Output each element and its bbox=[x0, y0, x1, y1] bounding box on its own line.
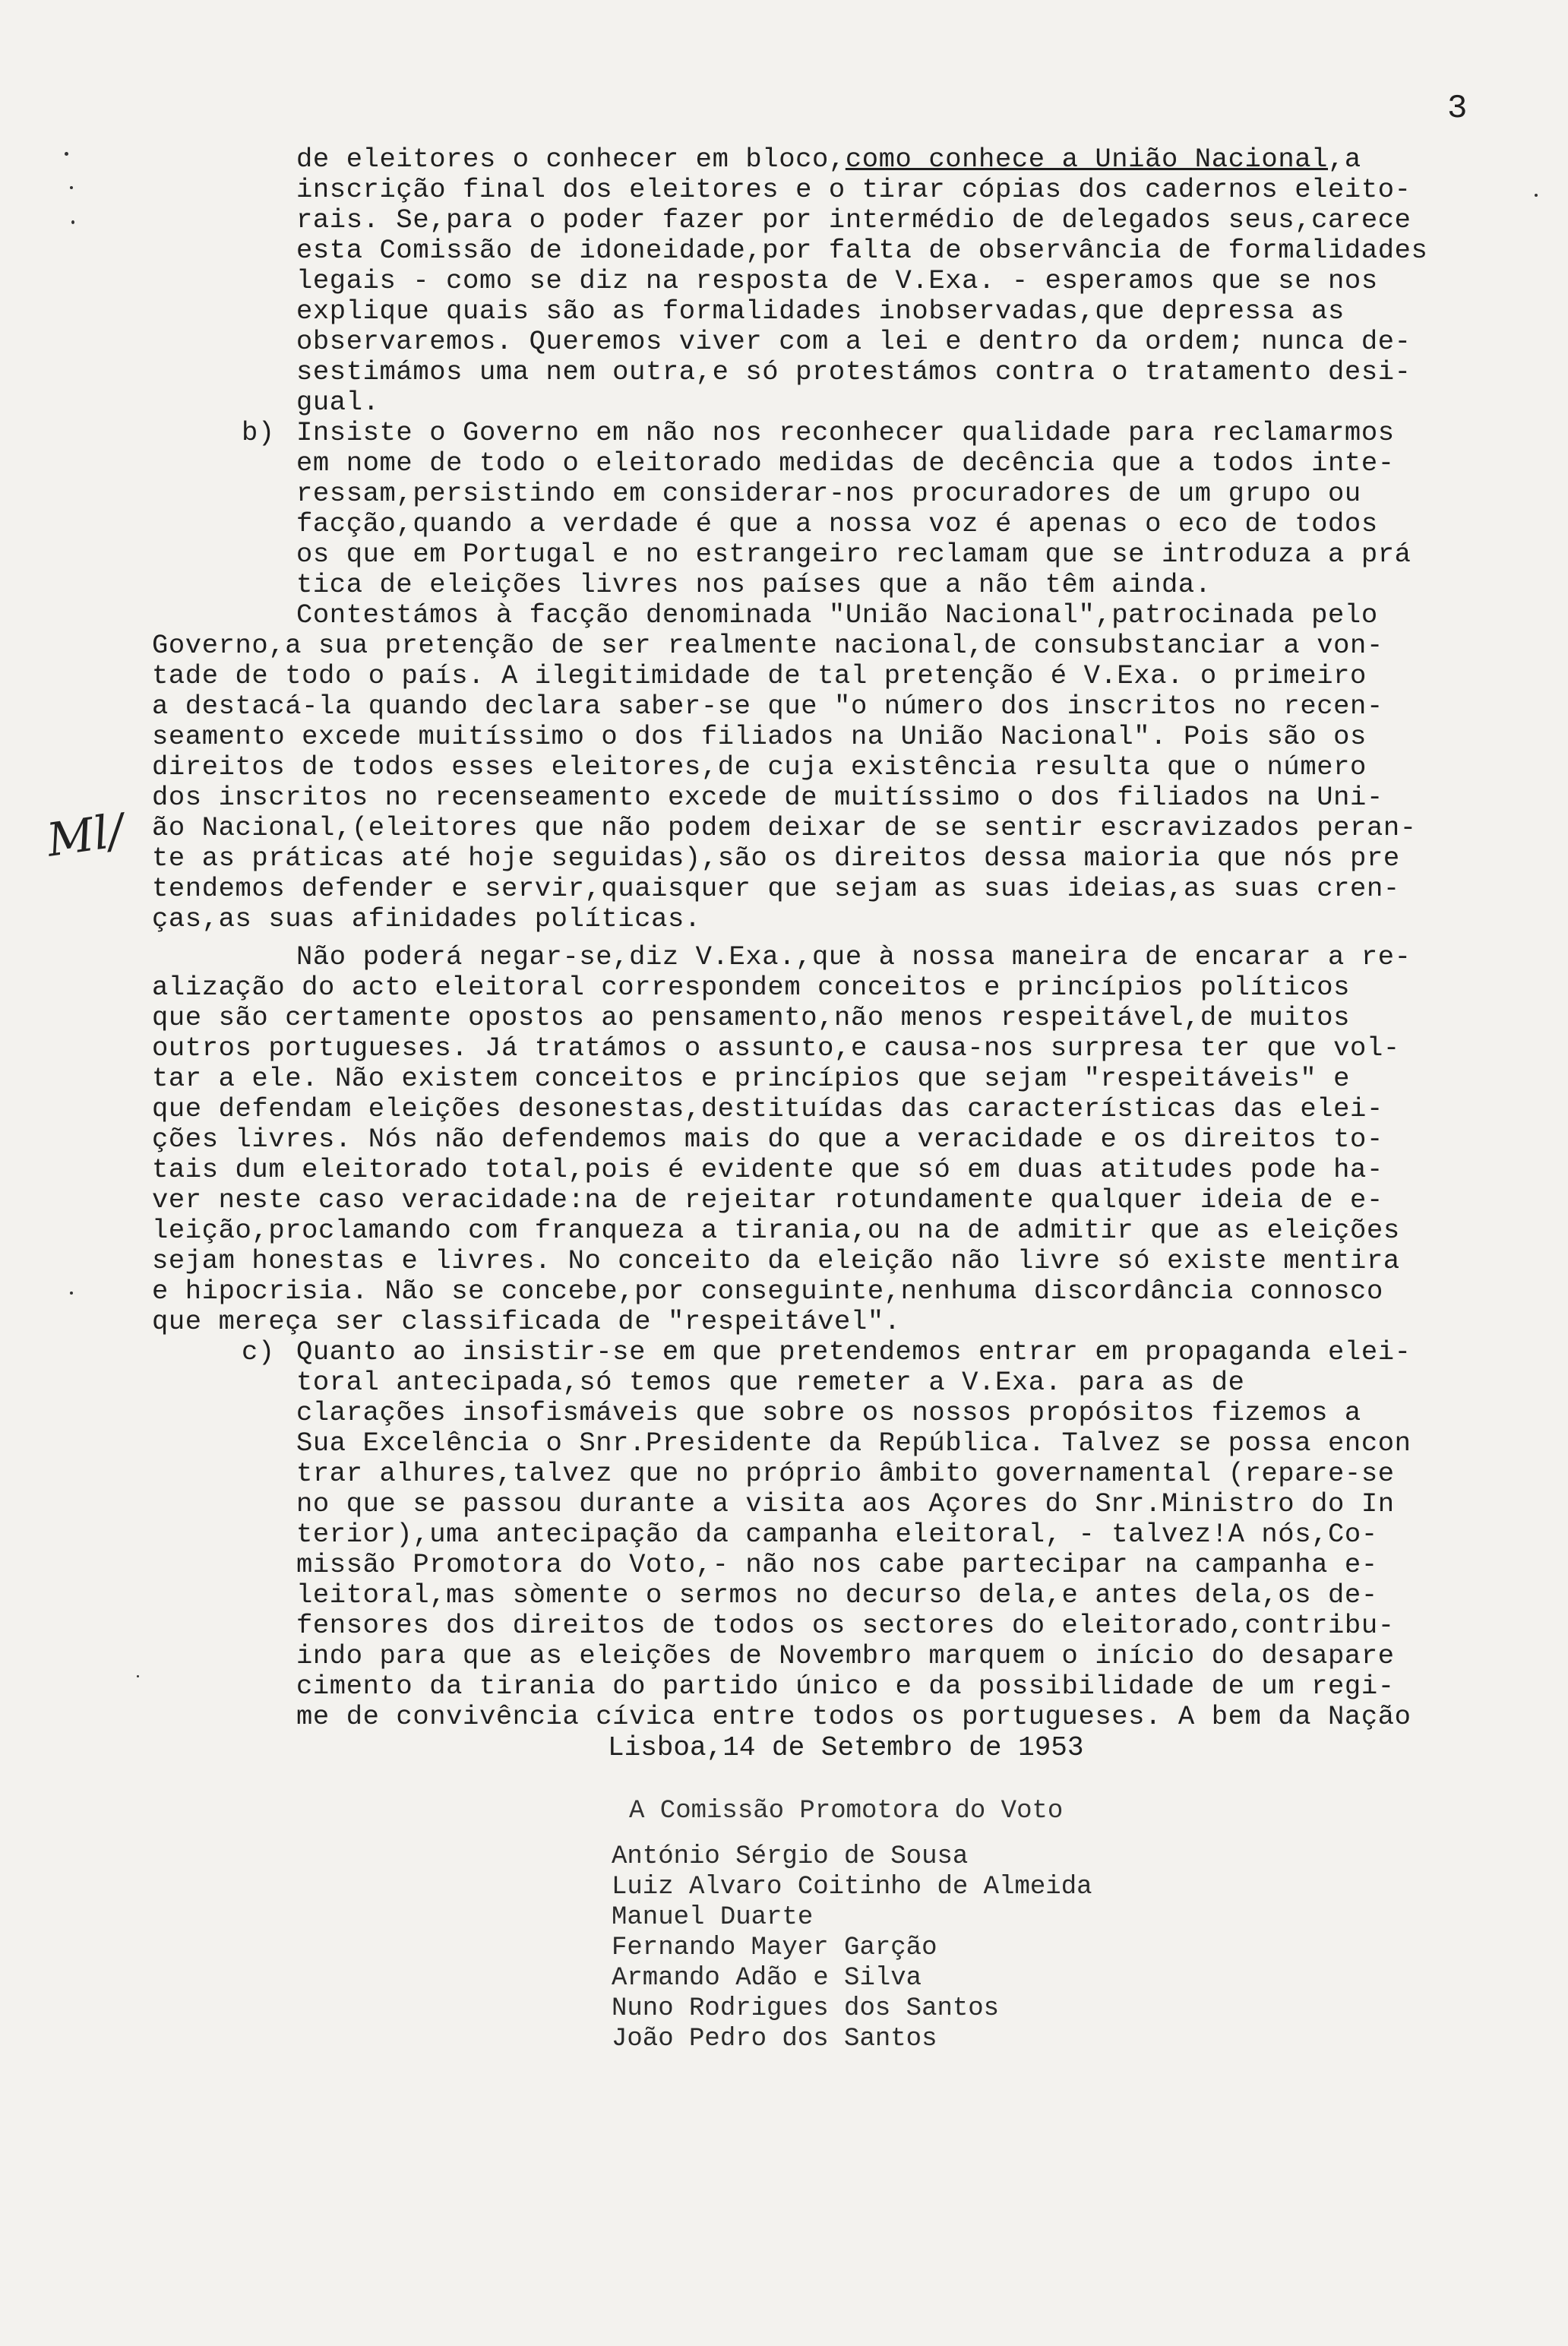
text-line: direitos de todos esses eleitores,de cuja existência resulta que o número bbox=[152, 751, 1367, 783]
text-line: no que se passou durante a visita aos Açores do Snr.Ministro do In bbox=[296, 1488, 1395, 1519]
list-marker-b: b) bbox=[242, 417, 275, 448]
text-line: ver neste caso veracidade:na de rejeitar rotundamente qualquer ideia de e- bbox=[152, 1184, 1383, 1216]
text-line: ressam,persistindo em considerar-nos procuradores de um grupo ou bbox=[296, 478, 1361, 509]
text-line: Governo,a sua pretenção de ser realmente nacional,de consubstanciar a von- bbox=[152, 630, 1383, 661]
text-line: legais - como se diz na resposta de V.Exa. - esperamos que se nos bbox=[296, 265, 1378, 296]
text-line: cimento da tirania do partido único e da possibilidade de um regi- bbox=[296, 1671, 1395, 1702]
text-line: leitoral,mas sòmente o sermos no decurso dela,e antes dela,os de- bbox=[296, 1579, 1378, 1611]
scan-speck bbox=[137, 1675, 139, 1677]
text-line: seamento excede muitíssimo o dos filiados na União Nacional". Pois são os bbox=[152, 721, 1367, 752]
text-line: Não poderá negar-se,diz V.Exa.,que à nossa maneira de encarar a re- bbox=[296, 941, 1412, 972]
text-line: te as práticas até hoje seguidas),são os direitos dessa maioria que nós pre bbox=[152, 843, 1400, 874]
text-line: alização do acto eleitoral correspondem conceitos e princípios políticos bbox=[152, 972, 1351, 1003]
text-line: Quanto ao insistir-se em que pretendemos entrar em propaganda elei- bbox=[296, 1336, 1412, 1367]
text-line: os que em Portugal e no estrangeiro reclamam que se introduza a prá bbox=[296, 539, 1412, 570]
text-line: sejam honestas e livres. No conceito da eleição não livre só existe mentira bbox=[152, 1245, 1400, 1276]
page-number: 3 bbox=[1447, 90, 1468, 128]
text-line: facção,quando a verdade é que a nossa voz é apenas o eco de todos bbox=[296, 508, 1378, 539]
text-line: que mereça ser classificada de "respeitável". bbox=[152, 1306, 901, 1337]
text-line: ão Nacional,(eleitores que não podem deixar de se sentir escravizados peran- bbox=[152, 812, 1417, 843]
text-line: tais dum eleitorado total,pois é evidente que só em duas atitudes pode ha- bbox=[152, 1154, 1383, 1185]
underlined-phrase: como conhece a União Nacional bbox=[845, 144, 1329, 175]
text-line: observaremos. Queremos viver com a lei e dentro da ordem; nunca de- bbox=[296, 326, 1412, 357]
text-line: fensores dos direitos de todos os sectores do eleitorado,contribu- bbox=[296, 1610, 1395, 1641]
signatory: João Pedro dos Santos bbox=[612, 2025, 937, 2054]
date-line: Lisboa,14 de Setembro de 1953 bbox=[608, 1732, 1084, 1763]
signatory: Luiz Alvaro Coitinho de Almeida bbox=[612, 1873, 1092, 1902]
scan-speck bbox=[1535, 194, 1538, 197]
text-line: Contestámos à facção denominada "União Nacional",patrocinada pelo bbox=[296, 599, 1378, 631]
text-line: terior),uma antecipação da campanha eleitoral, - talvez!A nós,Co- bbox=[296, 1519, 1378, 1550]
text-line: toral antecipada,só temos que remeter a V.Exa. para as de bbox=[296, 1367, 1245, 1398]
signatory: Armando Adão e Silva bbox=[612, 1964, 922, 1993]
text-line: tendemos defender e servir,quaisquer que sejam as suas ideias,as suas cren- bbox=[152, 873, 1400, 904]
scan-speck bbox=[70, 1292, 73, 1295]
list-marker-c: c) bbox=[242, 1336, 275, 1367]
text-line: tica de eleições livres nos países que a não têm ainda. bbox=[296, 569, 1212, 600]
margin-handwritten-note: Ml/ bbox=[43, 804, 128, 868]
text-line: ças,as suas afinidades políticas. bbox=[152, 903, 701, 934]
signatory: Nuno Rodrigues dos Santos bbox=[612, 1994, 1000, 2023]
text-line: gual. bbox=[296, 387, 380, 418]
text-line: leição,proclamando com franqueza a tirania,ou na de admitir que as eleições bbox=[152, 1215, 1400, 1246]
text-line: a destacá-la quando declara saber-se que "o número dos inscritos no recen- bbox=[152, 691, 1383, 722]
text-line: clarações insofismáveis que sobre os nossos propósitos fizemos a bbox=[296, 1397, 1361, 1428]
signatory: Fernando Mayer Garção bbox=[612, 1933, 937, 1962]
text-line: indo para que as eleições de Novembro marquem o início do desapare bbox=[296, 1640, 1395, 1671]
signatory: António Sérgio de Sousa bbox=[612, 1842, 969, 1871]
text-line: esta Comissão de idoneidade,por falta de observância de formalidades bbox=[296, 235, 1428, 266]
text-line: que defendam eleições desonestas,destituídas das características das elei- bbox=[152, 1093, 1383, 1124]
text-line: dos inscritos no recenseamento excede de muitíssimo o dos filiados na Uni- bbox=[152, 782, 1383, 813]
text-line: Sua Excelência o Snr.Presidente da República. Talvez se possa encon bbox=[296, 1428, 1412, 1459]
signatory: Manuel Duarte bbox=[612, 1903, 814, 1932]
text-line: tar a ele. Não existem conceitos e princípios que sejam "respeitáveis" e bbox=[152, 1063, 1351, 1094]
text-line: ções livres. Nós não defendemos mais do que a veracidade e os direitos to- bbox=[152, 1124, 1383, 1155]
text-line: que são certamente opostos ao pensamento,não menos respeitável,de muitos bbox=[152, 1002, 1351, 1033]
text-line: e hipocrisia. Não se concebe,por conseguinte,nenhuma discordância connosco bbox=[152, 1276, 1383, 1307]
text-line: me de convivência cívica entre todos os portugueses. A bem da Nação bbox=[296, 1701, 1412, 1732]
text-line: Insiste o Governo em não nos reconhecer qualidade para reclamarmos bbox=[296, 417, 1395, 448]
text-line: trar alhures,talvez que no próprio âmbito governamental (repare-se bbox=[296, 1458, 1395, 1489]
text-line: explique quais são as formalidades inobservadas,que depressa as bbox=[296, 296, 1345, 327]
text-line: de eleitores o conhecer em bloco,como conhece a União Nacional,a bbox=[296, 144, 1361, 175]
committee-title: A Comissão Promotora do Voto bbox=[629, 1797, 1064, 1826]
scan-speck bbox=[65, 152, 68, 156]
scan-speck bbox=[71, 220, 74, 224]
text-line: inscrição final dos eleitores e o tirar cópias dos cadernos eleito- bbox=[296, 174, 1412, 205]
text-line: rais. Se,para o poder fazer por intermédio de delegados seus,carece bbox=[296, 204, 1412, 236]
scan-speck bbox=[70, 186, 73, 189]
text-line: sestimámos uma nem outra,e só protestámos contra o tratamento desi- bbox=[296, 356, 1412, 387]
text-line: outros portugueses. Já tratámos o assunto,e causa-nos surpresa ter que vol- bbox=[152, 1032, 1400, 1064]
text-line: em nome de todo o eleitorado medidas de decência que a todos inte- bbox=[296, 447, 1395, 479]
text-line: tade de todo o país. A ilegitimidade de tal pretenção é V.Exa. o primeiro bbox=[152, 660, 1367, 691]
text-line: missão Promotora do Voto,- não nos cabe partecipar na campanha e- bbox=[296, 1549, 1378, 1580]
